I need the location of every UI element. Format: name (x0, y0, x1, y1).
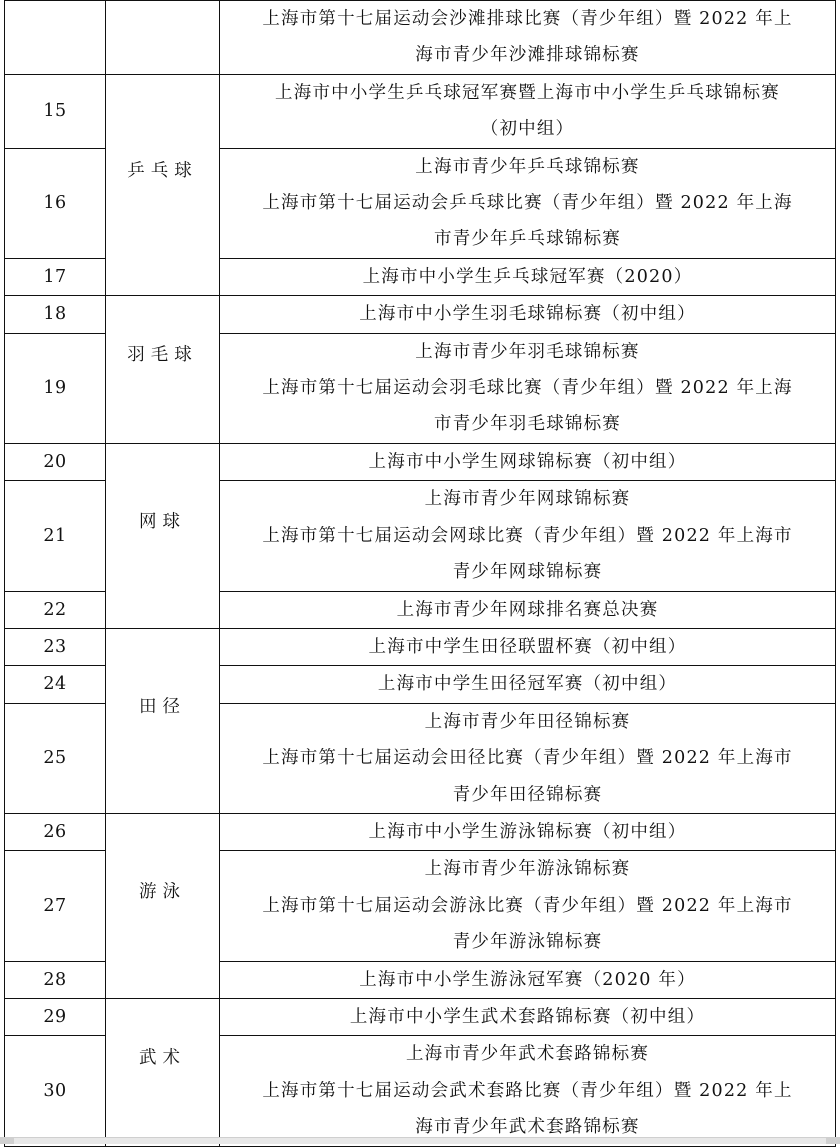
event-cell (220, 1036, 836, 1146)
sport-cell (106, 813, 220, 998)
row-number-cell: 21 (5, 481, 106, 591)
event-line: 上海市中学生田径冠军赛（初中组） (377, 674, 678, 695)
row-number-cell: 25 (5, 703, 106, 813)
event-line: 市青少年乒乓球锦标赛 (434, 229, 621, 250)
table-row (5, 443, 836, 480)
event-line: 上海市青少年武术套路锦标赛 (405, 1044, 650, 1065)
event-line: 上海市青少年网球锦标赛 (424, 489, 631, 510)
row-number-cell: 24 (5, 666, 106, 703)
event-line: 上海市第十七届运动会田径比赛（青少年组）暨 2022 年上海市 (262, 748, 793, 769)
event-cell (220, 591, 836, 628)
row-number-cell: 23 (5, 628, 106, 665)
row-number-cell: 28 (5, 961, 106, 998)
event-line: 上海市中学生田径联盟杯赛（初中组） (368, 636, 687, 657)
event-line: 上海市中小学生网球锦标赛（初中组） (368, 451, 687, 472)
event-cell (220, 666, 836, 703)
event-cell (220, 961, 836, 998)
table-row (5, 74, 836, 148)
row-number-cell: 29 (5, 998, 106, 1035)
event-cell (220, 258, 836, 295)
event-line: 海市青少年武术套路锦标赛 (415, 1117, 640, 1138)
horizontal-scrollbar[interactable] (0, 1137, 840, 1144)
row-number-cell: 27 (5, 851, 106, 961)
event-line: 上海市中小学生乒乓球冠军赛（2020） (362, 266, 693, 287)
event-line: 上海市第十七届运动会网球比赛（青少年组）暨 2022 年上海市 (262, 525, 793, 546)
event-cell (220, 481, 836, 591)
row-number-cell: 20 (5, 443, 106, 480)
table-row (5, 628, 836, 665)
event-line: 上海市青少年网球排名赛总决赛 (396, 599, 659, 620)
event-line: 青少年网球锦标赛 (452, 562, 603, 583)
sport-cell (106, 74, 220, 295)
sport-label: 乒乓球 (127, 160, 198, 181)
event-cell (220, 333, 836, 443)
row-number-cell: 16 (5, 148, 106, 258)
event-line: 上海市中小学生乒乓球冠军赛暨上海市中小学生乒乓球锦标赛 (275, 82, 780, 103)
event-line: 上海市中小学生游泳锦标赛（初中组） (368, 821, 687, 842)
event-line: 上海市青少年田径锦标赛 (424, 711, 631, 732)
row-number-cell: 22 (5, 591, 106, 628)
table-row (5, 1, 836, 75)
event-cell (220, 296, 836, 333)
sport-label: 羽毛球 (127, 345, 198, 366)
sport-label: 武术 (139, 1048, 186, 1069)
scroll-right-button[interactable] (826, 1138, 840, 1144)
event-line: 上海市第十七届运动会乒乓球比赛（青少年组）暨 2022 年上海 (262, 193, 793, 214)
event-line: 上海市青少年羽毛球锦标赛 (415, 341, 640, 362)
event-line: 上海市青少年乒乓球锦标赛 (415, 156, 640, 177)
event-line: 上海市中小学生羽毛球锦标赛（初中组） (359, 304, 696, 325)
scroll-left-button[interactable] (0, 1138, 14, 1144)
event-line: 青少年游泳锦标赛 (452, 932, 603, 953)
sport-label: 游泳 (139, 881, 186, 902)
sport-cell (106, 998, 220, 1146)
event-line: 上海市中小学生武术套路锦标赛（初中组） (349, 1006, 706, 1027)
event-cell (220, 628, 836, 665)
event-cell (220, 813, 836, 850)
row-number-cell: 18 (5, 296, 106, 333)
event-line: 海市青少年沙滩排球锦标赛 (415, 45, 640, 66)
competition-table (4, 0, 836, 1147)
sport-cell (106, 443, 220, 628)
row-number-cell: 15 (5, 74, 106, 148)
event-line: 上海市第十七届运动会游泳比赛（青少年组）暨 2022 年上海市 (262, 895, 793, 916)
sport-label: 田径 (139, 696, 186, 717)
table-row (5, 813, 836, 850)
event-line: 青少年田径锦标赛 (452, 784, 603, 805)
event-line: 上海市第十七届运动会羽毛球比赛（青少年组）暨 2022 年上海 (262, 378, 793, 399)
row-number-cell: 19 (5, 333, 106, 443)
table-row (5, 296, 836, 333)
event-line: 上海市第十七届运动会武术套路比赛（青少年组）暨 2022 年上 (262, 1080, 793, 1101)
event-line: 上海市第十七届运动会沙滩排球比赛（青少年组）暨 2022 年上 (262, 9, 793, 29)
event-cell (220, 998, 836, 1035)
event-line: 上海市中小学生游泳冠军赛（2020 年） (359, 969, 696, 990)
event-cell (220, 703, 836, 813)
sport-cell (106, 1, 220, 75)
event-line: 上海市青少年游泳锦标赛 (424, 859, 631, 880)
sport-label: 网球 (139, 511, 186, 532)
table-row (5, 998, 836, 1035)
event-cell (220, 443, 836, 480)
event-cell (220, 74, 836, 148)
event-cell (220, 851, 836, 961)
row-number-cell (5, 1, 106, 75)
event-line: （初中组） (480, 119, 575, 140)
event-cell (220, 148, 836, 258)
row-number-cell: 26 (5, 813, 106, 850)
row-number-cell: 30 (5, 1036, 106, 1146)
sport-cell (106, 628, 220, 813)
sport-cell (106, 296, 220, 444)
event-cell (220, 1, 836, 75)
row-number-cell: 17 (5, 258, 106, 295)
event-line: 市青少年羽毛球锦标赛 (434, 414, 621, 435)
